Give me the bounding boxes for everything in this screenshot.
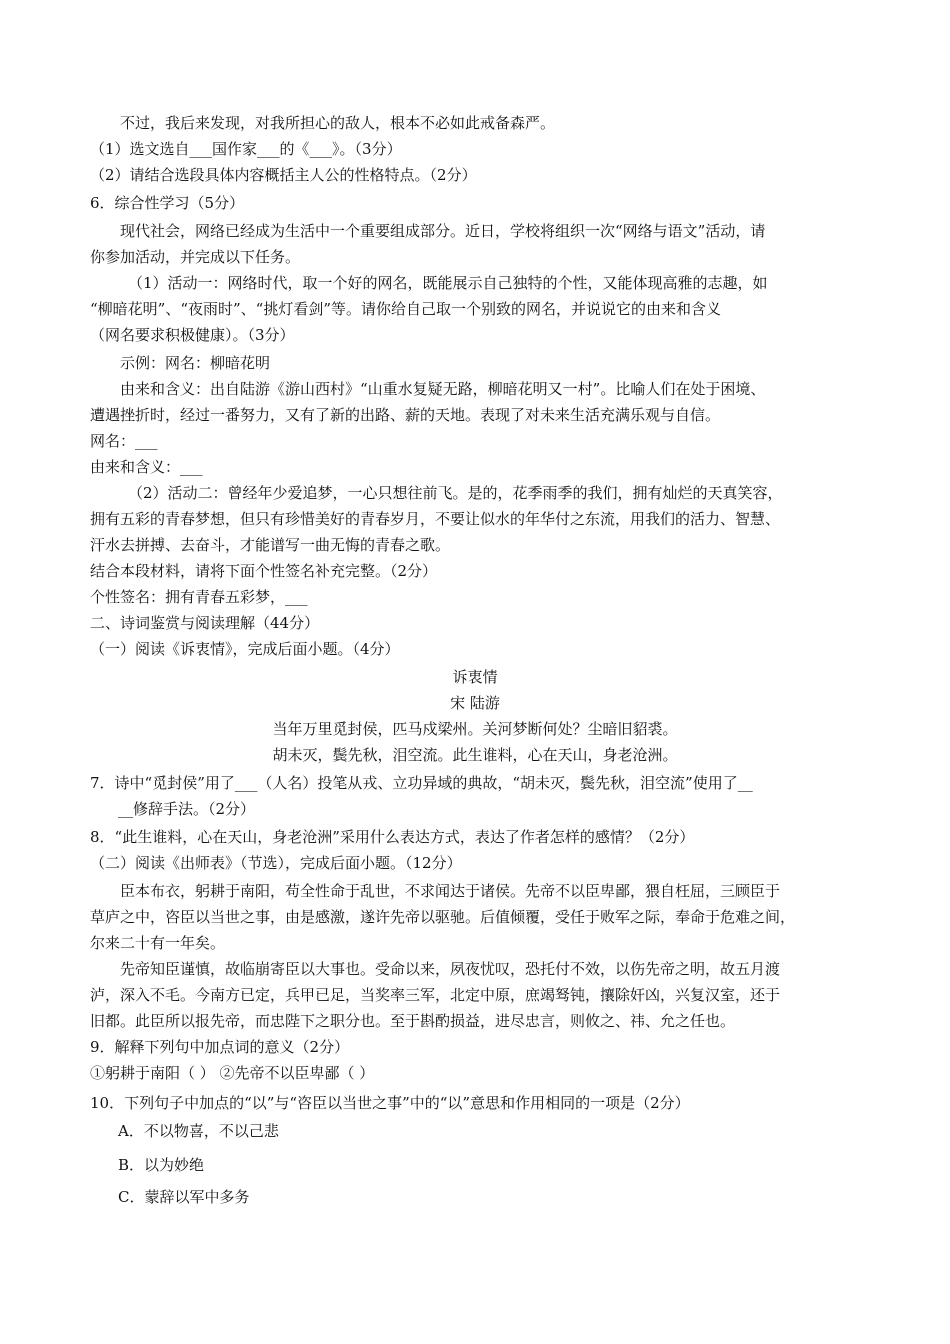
question-line: （二）阅读《出师表》（节选），完成后面小题。（12分） (90, 854, 462, 872)
poem-author: 宋 陆游 (450, 694, 500, 712)
text-line: 由来和含义：出自陆游《游山西村》“山重水复疑无路，柳暗花明又一村”。比喻人们在处于困境、 (120, 380, 766, 398)
question-line: 结合本段材料，请将下面个性签名补充完整。（2分） (90, 562, 438, 580)
text-line: 先帝知臣谨慎，故临崩寄臣以大事也。受命以来，夙夜忧叹，恐托付不效，以伤先帝之明，故五月渡 (120, 960, 781, 978)
poem-title: 诉衷情 (452, 668, 498, 686)
question-line: ①躬耕于南阳（ ） ②先帝不以臣卑鄙（ ） (90, 1064, 375, 1082)
question-line: 9．解释下列句中加点词的意义（2分） (90, 1038, 350, 1056)
text-line: 旧都。此臣所以报先帝，而忠陛下之职分也。至于斟酌损益，进尽忠言，则攸之、祎、允之任也。 (90, 1012, 736, 1030)
choice-c: C．蒙辞以军中多务 (118, 1188, 250, 1206)
text-line: 拥有五彩的青春梦想，但只有珍惜美好的青春岁月，不要让似水的年华付之东流，用我们的活力、智慧、 (90, 510, 781, 528)
text-line: 臣本布衣，躬耕于南阳，苟全性命于乱世，不求闻达于诸侯。先帝不以臣卑鄙，猥自枉屈，三顾臣于 (120, 882, 781, 900)
question-line: （2）请结合选段具体内容概括主人公的性格特点。（2分） (90, 166, 477, 184)
question-line: __修辞手法。（2分） (118, 800, 256, 818)
text-line: 现代社会，网络已经成为生活中一个重要组成部分。近日，学校将组织一次“网络与语文”活动，请 (120, 222, 766, 240)
section-heading: 6．综合性学习（5分） (90, 194, 245, 212)
text-line: 尔来二十有一年矣。 (90, 934, 226, 952)
answer-line: 个性签名：拥有青春五彩梦，___ (90, 588, 308, 606)
question-line: 8．“此生谁料，心在天山，身老沧洲”采用什么表达方式，表达了作者怎样的感情？（2分） (90, 828, 695, 846)
text-line: 泸，深入不毛。今南方已定，兵甲已足，当奖率三军，北定中原，庶竭驽钝，攘除奸凶，兴复汉室，还于 (90, 986, 781, 1004)
choice-b: B．以为妙绝 (118, 1156, 205, 1174)
text-line: 汗水去拼搏、去奋斗，才能谱写一曲无悔的青春之歌。 (90, 536, 451, 554)
text-line: 遭遇挫折时，经过一番努力，又有了新的出路、薪的天地。表现了对未来生活充满乐观与自信。 (90, 406, 721, 424)
text-line: （1）活动一：网络时代，取一个好的网名，既能展示自己独特的个性，又能体现高雅的志趣，如 (128, 274, 768, 292)
text-line: 不过，我后来发现，对我所担心的敌人，根本不必如此戒备森严。 (120, 114, 556, 132)
question-line: （1）选文选自___国作家___的《___》。（3分） (90, 140, 402, 158)
poem-line: 胡未灭，鬓先秋，泪空流。此生谁料，心在天山，身老沧洲。 (272, 746, 678, 764)
answer-line: 由来和含义：___ (90, 458, 203, 476)
section-heading: 二、诗词鉴赏与阅读理解（44分） (90, 614, 320, 632)
text-line: 你参加活动，并完成以下任务。 (90, 248, 301, 266)
text-line: 草庐之中，咨臣以当世之事，由是感激，遂许先帝以驱驰。后值倾覆，受任于败军之际，奉命于危难之间， (90, 908, 796, 926)
text-line: （网名要求积极健康）。（3分） (90, 326, 295, 344)
question-line: 10．下列句子中加点的“以”与“咨臣以当世之事”中的“以”意思和作用相同的一项是（2分） (90, 1094, 690, 1112)
poem-line: 当年万里觅封侯，匹马戍梁州。关河梦断何处？尘暗旧貂裘。 (272, 720, 678, 738)
text-line: “柳暗花明”、“夜雨时”、“挑灯看剑”等。请你给自己取一个别致的网名，并说说它的由来和含义 (90, 300, 722, 318)
question-line: （一）阅读《诉衷情》，完成后面小题。（4分） (90, 640, 400, 658)
answer-line: 网名：___ (90, 432, 158, 450)
question-line: 7．诗中“觅封侯”用了___（人名）投笔从戎、立功异域的典故，“胡未灭，鬓先秋，泪空流”使用了__ (90, 774, 753, 792)
choice-a: A．不以物喜，不以己悲 (118, 1122, 279, 1140)
text-line: （2）活动二：曾经年少爱追梦，一心只想往前飞。是的，花季雨季的我们，拥有灿烂的天真笑容， (128, 484, 783, 502)
text-line: 示例：网名：柳暗花明 (120, 354, 271, 372)
